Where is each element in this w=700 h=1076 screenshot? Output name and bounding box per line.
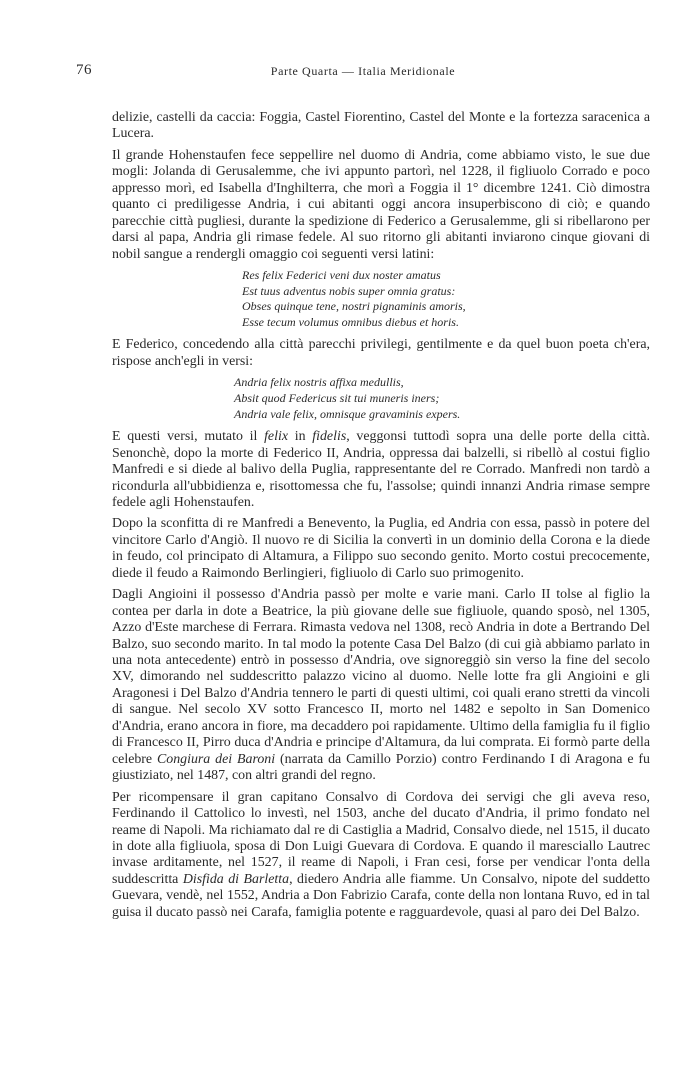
text-line: le sue due mogli: Jolanda di Gerusalemme, che ivi appunto partorì, nel 1228, il bbox=[112, 147, 650, 180]
paragraph bbox=[112, 110, 650, 143]
text-line: della città. Senonchè, dopo la morte di Federico II, Andria, oppressa dai balzelli, si bbox=[112, 429, 651, 461]
text-line: d'Andria, ove signoreggiò sin verso la fine del secolo XV, dimorando nel suddescritto bbox=[112, 653, 650, 685]
running-head: Parte Quarta — Italia Meridionale bbox=[270, 64, 456, 78]
text-line: delizie, castelli da caccia: Foggia, Castel Fiorentino, Castel del Monte e la fortezza bbox=[112, 110, 583, 125]
paragraph bbox=[112, 790, 650, 922]
text-line: nel 1515, il ducato in dote alla figliuola, sposa di Don Luigi Guevara di Cordova. E bbox=[112, 822, 651, 855]
text-line: saracenica a Lucera. bbox=[112, 110, 651, 142]
verse-line: Res felix Federici veni dux noster amatus bbox=[242, 268, 441, 283]
paragraph bbox=[112, 516, 650, 582]
text-line: d'Andria tennero le parti di questi ultimi, coi quali erano stretti da vincoli di sangue. bbox=[112, 685, 650, 718]
text-line: alle fiamme. Un Consalvo, nipote del suddetto Guevara, vendè, nel 1552, Andria a bbox=[112, 871, 650, 904]
paragraph bbox=[112, 148, 650, 263]
text-line: E questi versi, mutato il felix in fidelis, veggonsi tuttodì sopra una delle porte bbox=[112, 429, 589, 445]
paragraph bbox=[112, 587, 650, 784]
text-line: della Corona e la diede in feudo, col principato di Altamura, a Filippo suo secondo bbox=[112, 532, 650, 565]
text-line: Nel secolo XV sotto Francesco II, morto nel 1482 e sepolto in San Domenico d'Andria, bbox=[112, 702, 650, 734]
verse-line: Esse tecum volumus omnibus diebus et horis. bbox=[242, 314, 459, 329]
text-line: ribellò al costui figlio Manfredi e si diede al balivo della Puglia, rappresentante del bbox=[112, 445, 650, 478]
verse-line: Absit quod Federicus sit tui muneris iners; bbox=[234, 390, 440, 405]
text-line: in potere del vincitore Carlo d'Angiò. Il nuovo re di Sicilia la convertì in un dominio bbox=[112, 516, 650, 548]
text-line: fedele. Al suo ritorno gli abitanti inviarono cinque giovani di nobil sangue a rendergli bbox=[112, 230, 650, 262]
text-line: il 1° dicembre 1241. Ciò dimostra quanto ci prediligesse Andria, i cui abitanti oggi bbox=[112, 180, 651, 213]
text-line: al figlio la contea per darla in dote a Beatrice, la più giovane delle sue figliuole, bbox=[112, 587, 650, 619]
page-header bbox=[76, 62, 650, 82]
text-line: Dopo la sconfitta di re Manfredi a Benevento, la Puglia, ed Andria con essa, passò bbox=[112, 516, 580, 532]
text-line: Don Fabrizio Carafa, conte della non lontana Ruvo, ed in tal guisa il ducato passò nei bbox=[112, 888, 651, 920]
verse-line: Andria felix nostris affixa medullis, bbox=[234, 375, 404, 390]
text-line: di Federico a Gerusalemme, gli si ribellarono per darsi al papa, Andria gli rimase bbox=[112, 213, 651, 246]
text-line: di Aragona e fu giustiziato, nel 1487, con altri grandi del regno. bbox=[112, 751, 650, 784]
latin-verse bbox=[112, 268, 650, 330]
text-line: re Corrado. Manfredi non tardò a ricondurla all'ubbidienza e, risottomessa che fu, bbox=[112, 462, 650, 494]
text-line: Per ricompensare il gran capitano Consalvo di Cordova dei servigi che gli aveva reso, bbox=[112, 789, 650, 805]
latin-verse bbox=[112, 375, 650, 422]
text-line: omaggio coi seguenti versi latini: bbox=[249, 246, 435, 262]
verse-line: Obses quinque tene, nostri pignaminis amoris, bbox=[242, 299, 466, 314]
text-line: poeta ch'era, rispose anch'egli in versi: bbox=[112, 337, 650, 369]
text-line: Carlo suo primogenito. bbox=[395, 565, 525, 581]
text-line: Ferdinando il Cattolico lo investì, nel 1503, anche del ducato d'Andria, il primo fondato bbox=[112, 806, 634, 822]
verse-line: Andria vale felix, omnisque gravaminis expers. bbox=[234, 406, 461, 421]
text-line: di Francesco II, Pirro duca d'Andria e principe d'Altamura, da lui comprata. Ei formò bbox=[112, 735, 592, 751]
text-line: quando il maresciallo Lautrec invase arditamente, nel 1527, il reame di Napoli, i Fran bbox=[112, 839, 650, 871]
text-line: ancora insuperbiscono di ciò; e quando parecchie città pugliesi, durante la spedizione bbox=[112, 197, 651, 229]
text-line: l'assolse; quindi innanzi Andria rimase sempre fedele agli Hohenstaufen. bbox=[112, 478, 651, 510]
text-line: Casa Del Balzo (di cui già abbiamo parlato in una nota antecedente) entrò in possesso bbox=[112, 636, 650, 669]
text-line: genito. Morto costui precocemente, diede il feudo a Raimondo Berlingieri, figliuolo di bbox=[112, 549, 650, 581]
text-line: nel reame di Napoli. Ma richiamato dal re di Castiglia a Madrid, Consalvo diede, bbox=[112, 806, 650, 838]
body-text bbox=[112, 110, 650, 926]
text-line: Carafa, famiglia potente e ragguardevole, quasi al paro dei Del Balzo. bbox=[251, 904, 640, 920]
text-line: Il grande Hohenstaufen fece seppellire nel duomo di Andria, come abbiamo visto, bbox=[112, 147, 591, 163]
paragraph bbox=[112, 429, 650, 511]
text-line: Dagli Angioini il possesso d'Andria passò per molte e varie mani. Carlo II tolse bbox=[112, 587, 589, 603]
text-line: cesi, forse per vendicar l'onta della suddescritta Disfida di Barletta, diedero Andria bbox=[112, 855, 651, 887]
text-line: palazzo vicino al duomo. Nelle lotte fra gli Angioini e gli Aragonesi i Del Balzo bbox=[112, 669, 650, 701]
text-line: E Federico, concedendo alla città parecchi privilegi, gentilmente e da quel buon bbox=[112, 337, 579, 353]
text-line: erano ancora in fiore, ma decaddero poi rapidamente. Ultimo della famiglia fu il figlio bbox=[167, 718, 651, 734]
text-line: parte della celebre Congiura dei Baroni (narrata da Camillo Porzio) contro Ferdinando I bbox=[112, 735, 650, 767]
verse-line: Est tuus adventus nobis super omnia gratus: bbox=[242, 283, 456, 298]
text-line: figliuolo Corrado e poco appresso morì, ed Isabella d'Inghilterra, che morì a Foggia bbox=[112, 164, 650, 196]
text-line: recò Andria in dote a Bertrando Del Balzo, suo secondo marito. In tal modo la potente bbox=[112, 620, 650, 652]
page-number: 76 bbox=[76, 62, 92, 78]
text-line: quando sposò, nel 1305, Azzo d'Este marchese di Ferrara. Rimasta vedova nel 1308, bbox=[112, 603, 651, 636]
paragraph bbox=[112, 337, 650, 370]
